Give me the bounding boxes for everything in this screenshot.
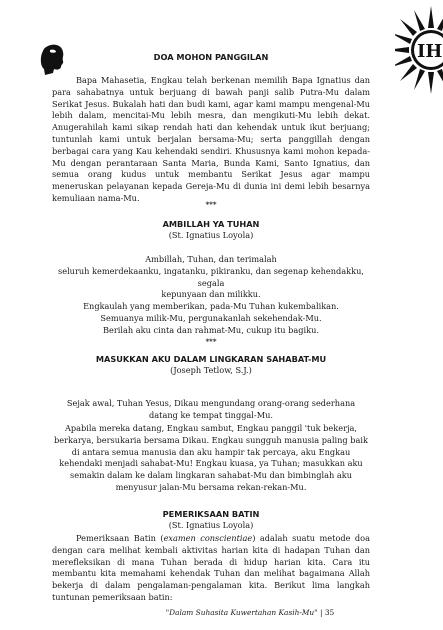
poem-line: Ambillah, Tuhan, dan terimalah xyxy=(145,254,277,264)
section-paragraph-1: Sejak awal, Tuhan Yesus, Dikau mengundang orang-orang sederhana datang ke tempat tinggal-Mu. xyxy=(66,398,356,420)
separator: *** xyxy=(205,337,217,346)
section-title-pemeriksaan-batin: PEMERIKSAAN BATIN xyxy=(162,509,260,519)
poem-ambillah xyxy=(52,254,370,337)
body-text: ) adalah suatu metode doa dengan cara melihat kembali aktivitas harian kita di hadapan Tuhan dan merefleksikan di mana Tuhan berada di hidup harian kita. Cara itu membantu kita memahami kehendak Tuhan dan melihat bagaimana Allah bekerja di dalam pengalaman-pengalaman kita. Berikut lima langkah tuntunan pemeriksaan batin: xyxy=(52,533,370,602)
latin-term: examen conscientiae xyxy=(163,533,253,543)
section-author-tetlow: (Joseph Tetlow, S.J.) xyxy=(170,365,252,375)
ihs-logo-letters: IH xyxy=(417,41,443,62)
section-author-ignatius-2: (St. Ignatius Loyola) xyxy=(168,520,254,530)
body-text: Pemeriksaan Batin ( xyxy=(76,533,164,543)
section-body-doa-mohon-panggilan: Bapa Mahasetia, Engkau telah berkenan memilih Bapa Ignatius dan para sahabatnya untuk berjuang di bawah panji salib Putra-Mu dalam Serikat Jesus. Bukalah hati dan budi kami, agar kami mampu mengenal-Mu lebih dalam, mencitai-Mu lebih mesra, dan mengikuti-Mu lebih dekat. Anugerahilah kami sikap rendah hati dan kehendak untuk ikut berjuang; tuntunlah kami untuk berjalan bersama-Mu; serta panggillah dengan berbagai cara yang Kau kehendaki sendiri. Khususnya kami mohon kepada-Mu dengan perantaraan Santa Maria, Bunda Kami, Santo Ignatius, dan semua orang kudus untuk membantu Serikat Jesus agar mampu meneruskan pelayanan kepada Gereja-Mu di dunia ini demi lebih besarnya kemuliaan nama-Mu. xyxy=(52,75,370,203)
poem-line: kepunyaan dan milikku. xyxy=(161,289,261,300)
footer-divider: | xyxy=(319,608,323,617)
section-title-ambillah-ya-tuhan: AMBILLAH YA TUHAN xyxy=(162,219,260,229)
section-body-pemeriksaan-batin xyxy=(52,533,370,604)
separator: *** xyxy=(205,200,217,209)
poem-line: Semuanya milik-Mu, pergunakanlah sekehendak-Mu. xyxy=(100,312,322,323)
section-paragraph-2: Apabila mereka datang, Engkau sambut, Engkau panggil 'tuk bekerja, berkarya, bersukaria bersama Dikau. Engkau sungguh manusia paling baik di antara semua manusia dan aku hampir tak percaya, aku Engkau kehendaki menjadi sahabat-Mu! Engkau kuasa, ya Tuhan; masukkan aku semakin dalam ke dalam lingkaran sahabat-Mu dan bimbinglah aku menyusur jalan-Mu bersama rekan-rekan-Mu. xyxy=(54,423,368,492)
section-title-doa-mohon-panggilan: DOA MOHON PANGGILAN xyxy=(153,52,269,62)
poem-line: Berilah aku cinta dan rahmat-Mu, cukup itu bagiku. xyxy=(103,324,319,335)
poem-line: Engkaulah yang memberikan, pada-Mu Tuhan kukembalikan. xyxy=(83,301,339,312)
poem-line: seluruh kemerdekaanku, ingatanku, pikiranku, dan segenap kehendakku, segala xyxy=(58,265,364,288)
page-footer xyxy=(130,608,370,618)
ihs-sunburst-logo xyxy=(395,6,443,94)
section-author-ignatius: (St. Ignatius Loyola) xyxy=(168,230,254,240)
section-title-lingkaran-sahabat: MASUKKAN AKU DALAM LINGKARAN SAHABAT-MU xyxy=(95,354,327,364)
book-title: "Dalam Suhasita Kuwertahan Kasih-Mu" xyxy=(165,608,318,617)
page-number: 35 xyxy=(324,608,335,617)
